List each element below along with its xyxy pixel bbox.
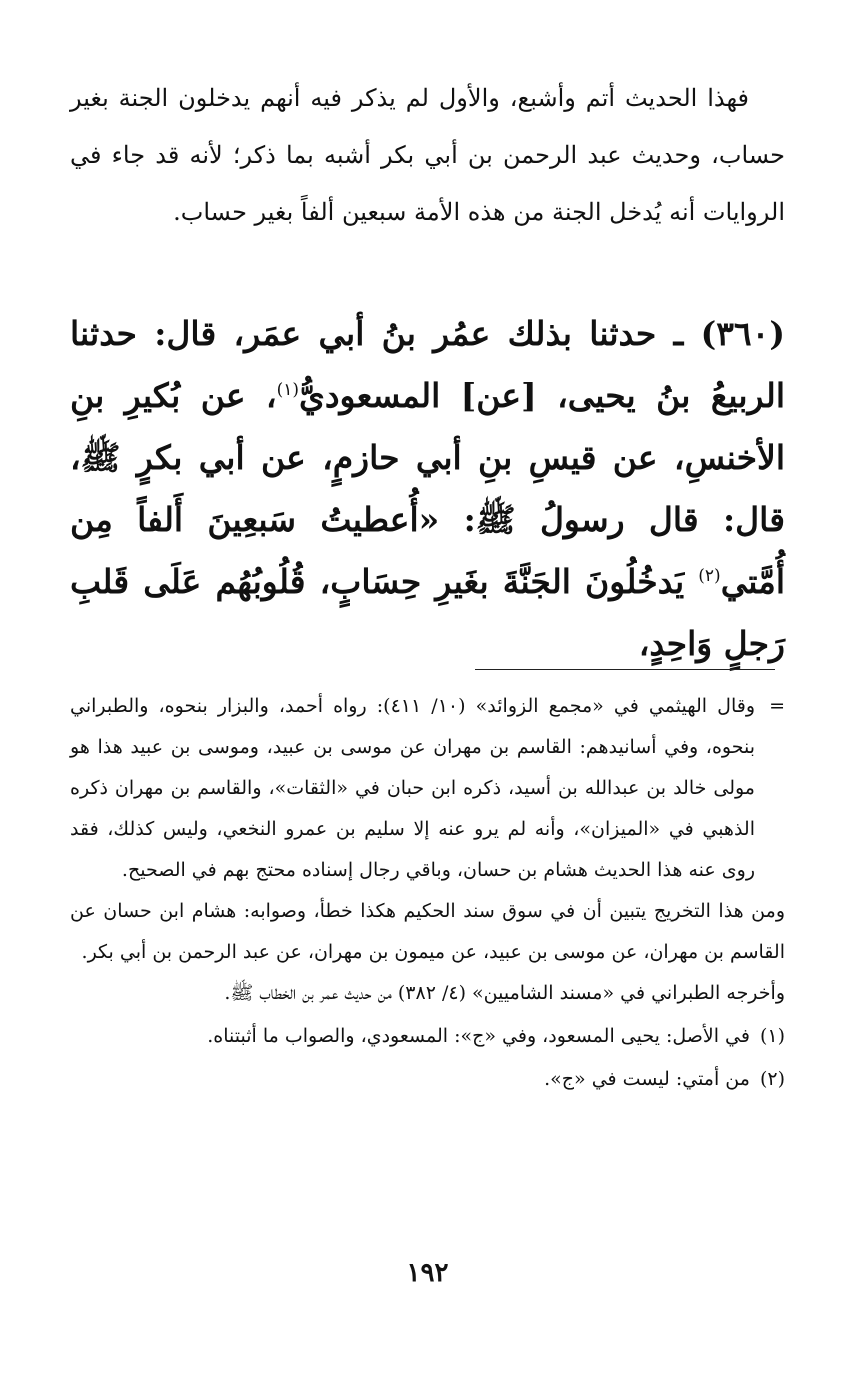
footnote-1-mark: (١) — [759, 1025, 785, 1047]
footnote-2-text: من أمتي: ليست في «ج». — [544, 1068, 750, 1090]
footnote-1-text: في الأصل: يحيى المسعود، وفي «ج»: المسعودي، والصواب ما أثبتناه. — [207, 1025, 750, 1047]
hadith-text-part-2: ، عن بُكيرِ بنِ الأخنسِ، عن قيسِ بنِ أبي حازمٍ، عن أبي بكرٍ ﷺ، قال: قال رسولُ ﷺ: «أُعطيتُ سَبعِينَ أَلفاً مِن أُمَّتي — [70, 376, 785, 601]
footnote-2 — [70, 1059, 785, 1100]
footnote-continuation — [70, 686, 785, 891]
footnote-ref-2: (٢) — [698, 566, 721, 586]
footnote-ref-1: (١) — [276, 380, 300, 400]
footnote-2-mark: (٢) — [759, 1068, 785, 1090]
footnotes-section — [70, 686, 785, 1100]
continuation-text: وقال الهيثمي في «مجمع الزوائد» (١٠/ ٤١١): رواه أحمد، والبزار بنحوه، والطبراني بنحوه، وفي أسانيدهم: القاسم بن مهران عن موسى بن عبيد، وموسى بن عبيد هذا هو مولى خالد بن عبدالله بن أسيد، ذكره ابن حبان في «الثقات»، والقاسم بن مهران ذكره الذهبي في «الميزان»، وأنه لم يرو عنه إلا سليم بن عمرو النخعي، وليس كذلك، فقد روى عنه هذا الحديث هشام بن حسان، وباقي رجال إسناده محتج بهم في الصحيح. — [70, 695, 755, 881]
continuation-mark: = — [769, 695, 785, 717]
footnote-paragraph-2: ومن هذا التخريج يتبين أن في سوق سند الحكيم هكذا خطأ، وصوابه: هشام ابن حسان عن القاسم بن مهران، عن موسى بن عبيد، عن ميمون بن مهران، عن عبد الرحمن بن أبي بكر. — [70, 900, 785, 963]
intro-paragraph: فهذا الحديث أتم وأشبع، والأول لم يذكر فيه أنهم يدخلون الجنة بغير حساب، وحديث عبد الرحمن بن أبي بكر أشبه بما ذكر؛ لأنه قد جاء في الروايات أنه يُدخل الجنة من هذه الأمة سبعين ألفاً بغير حساب. — [70, 84, 785, 226]
hadith-dash: ـ — [673, 314, 684, 353]
hadith-text-part-3: يَدخُلُونَ الجَنَّةَ بغَيرِ حِسَابٍ، قُلُوبُهُم عَلَى قَلبِ رَجلٍ وَاحِدٍ، — [70, 562, 785, 663]
footnote-separator — [475, 669, 775, 670]
page-number: ١٩٢ — [406, 1258, 449, 1288]
footnote-paragraph-3: وأخرجه الطبراني في «مسند الشاميين» (٤/ ٣٨٢) من حديث عمر بن الخطاب ﷺ. — [224, 982, 785, 1004]
footnote-1 — [70, 1016, 785, 1057]
hadith-section — [70, 303, 785, 675]
hadith-paragraph — [70, 303, 785, 675]
hadith-number: (٣٦٠) — [700, 314, 785, 353]
intro-section — [70, 70, 785, 241]
hadith-text-part-1: حدثنا بذلك عمُر بنُ أبي عمَر، قال: حدثنا الربيعُ بنُ يحيى، [عن] المسعوديُّ — [70, 314, 785, 415]
